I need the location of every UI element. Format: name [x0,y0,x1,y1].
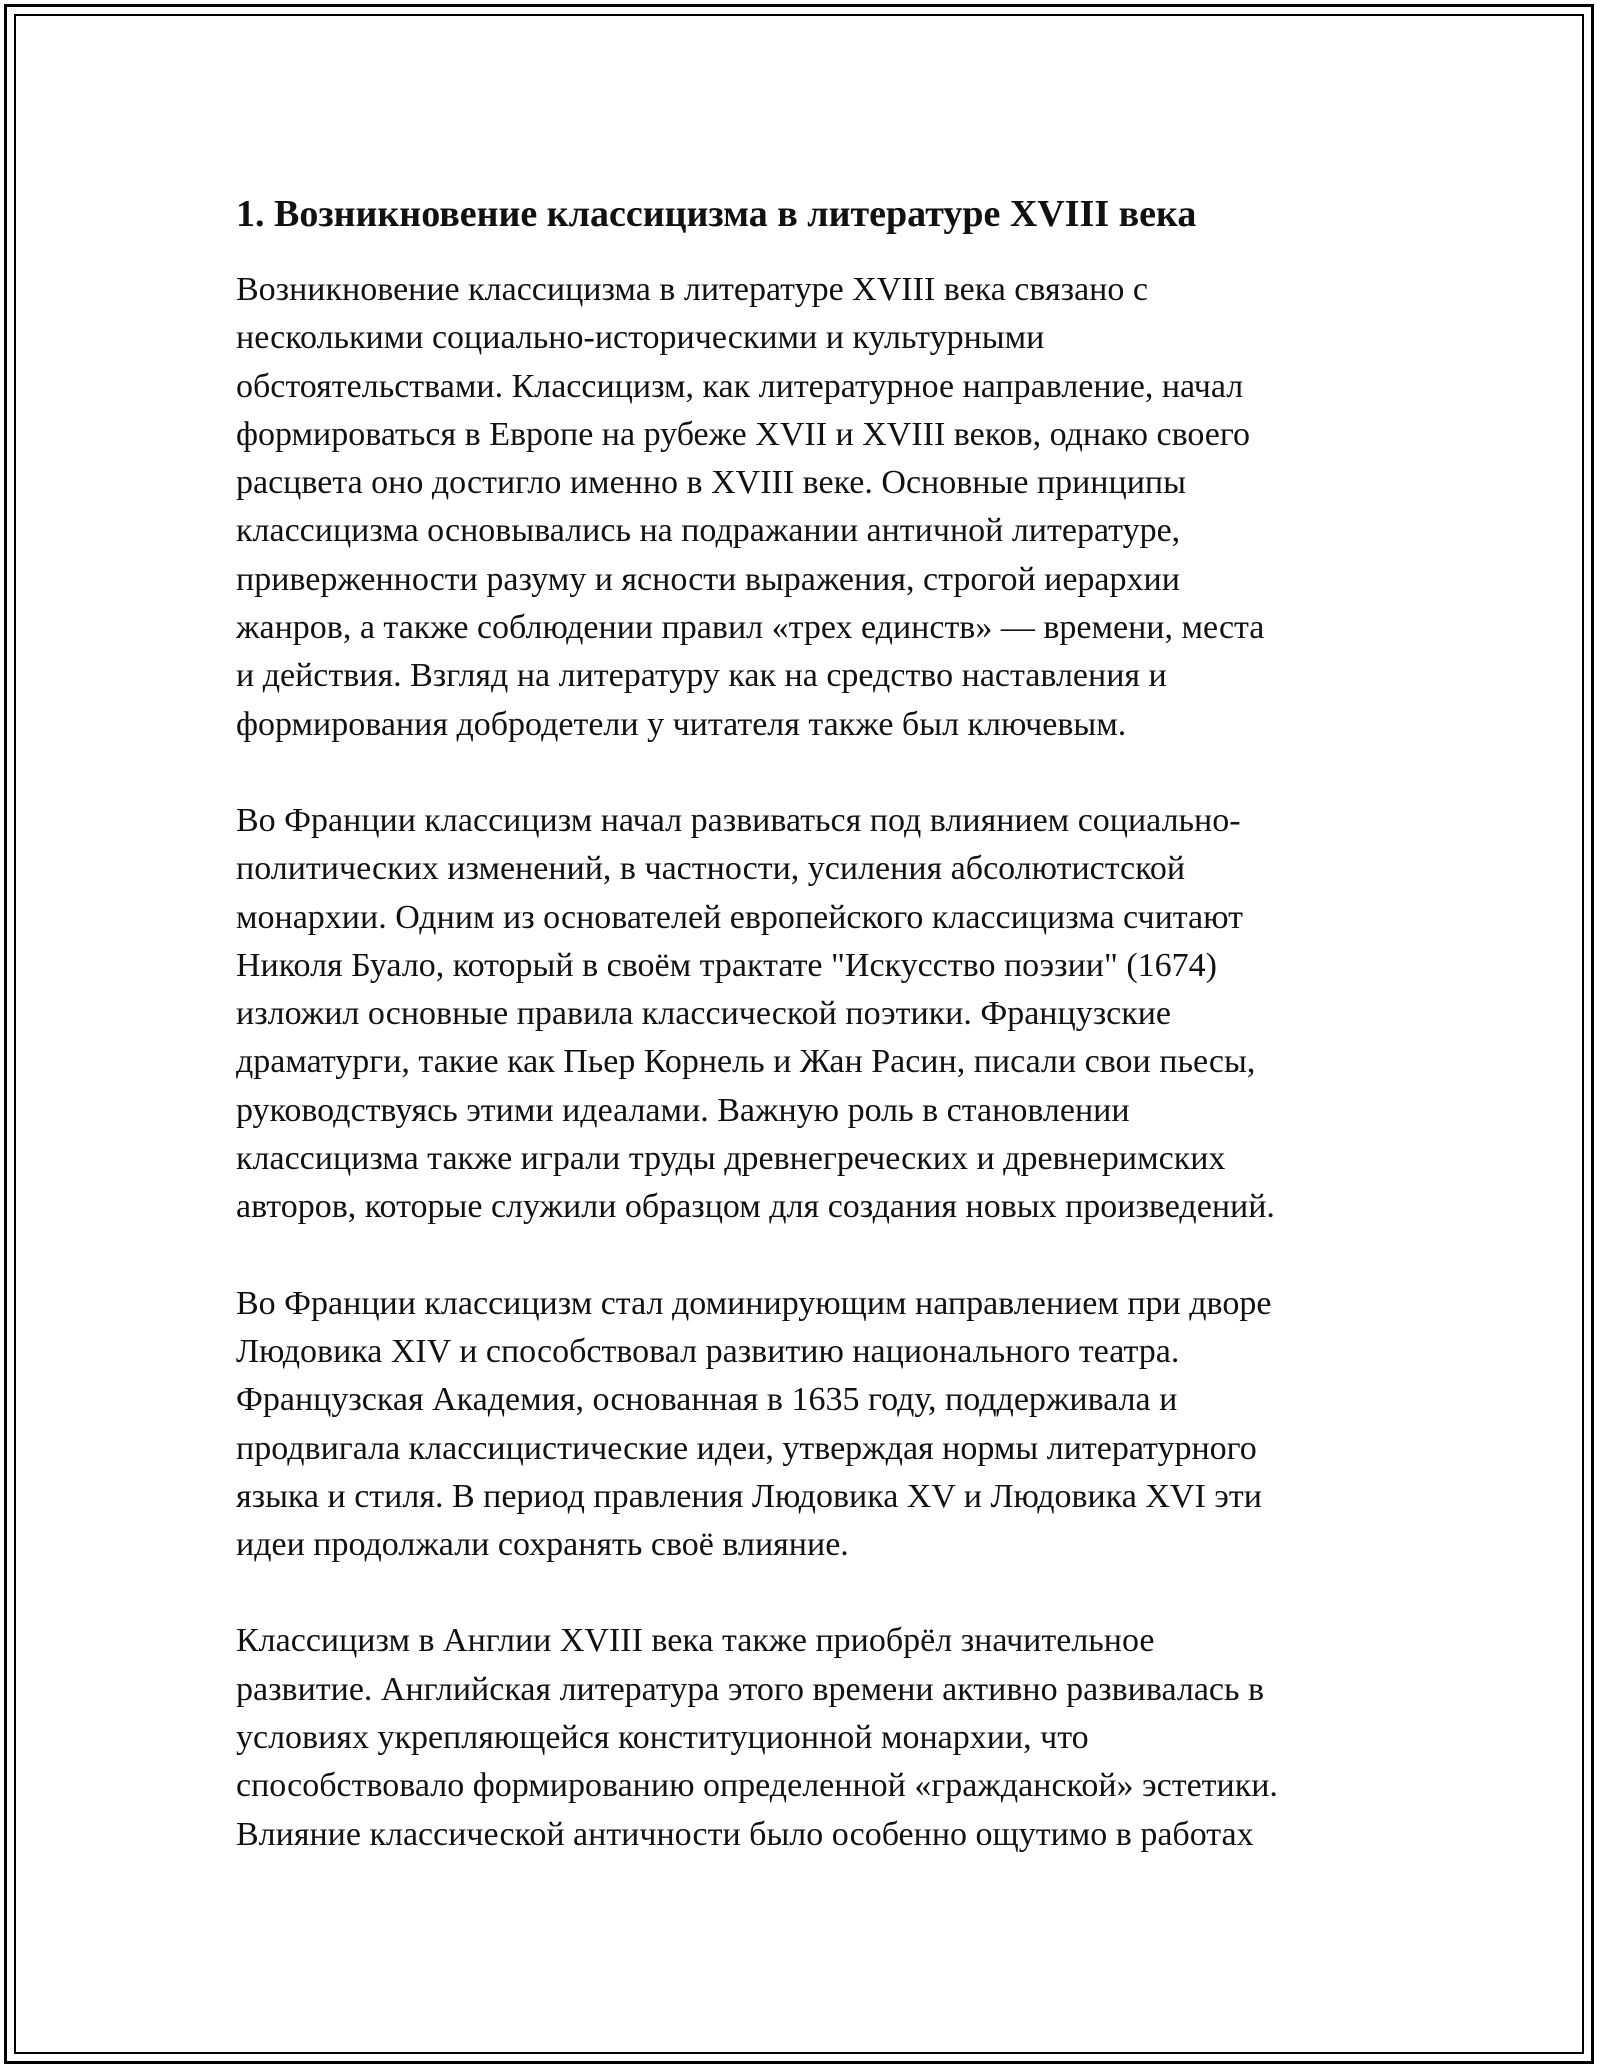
paragraph [236,266,1376,749]
text-line: формироваться в Европе на рубеже XVII и XVIII веков, однако своего [236,415,1250,453]
section-heading: 1. Возникновение классицизма в литературе XVIII века [236,193,1197,235]
text-line: условиях укрепляющейся конституционной монархии, что [236,1719,1089,1757]
text-line: Николя Буало, который в своём трактате "Искусство поэзии" (1674) [236,946,1217,984]
text-line: жанров, а также соблюдении правил «трех единств» — времени, места [236,609,1265,647]
text-line: продвигала классицистические идеи, утверждая нормы литературного [236,1429,1257,1467]
text-line: формирования добродетели у читателя также был ключевым. [236,705,1127,743]
text-line: расцвета оно достигло именно в XVIII веке. Основные принципы [236,464,1186,502]
text-line: языка и стиля. В период правления Людовика XV и Людовика XVI эти [236,1477,1262,1515]
text-line: развитие. Английская литература этого времени активно развивалась в [236,1670,1265,1708]
text-line: руководствуясь этими идеалами. Важную роль в становлении [236,1091,1130,1129]
text-line: классицизма основывались на подражании античной литературе, [236,512,1181,550]
text-line: политических изменений, в частности, усиления абсолютистской [236,850,1186,888]
text-line: Во Франции классицизм начал развиваться под влиянием социально- [236,801,1241,839]
text-line: драматурги, такие как Пьер Корнель и Жан Расин, писали свои пьесы, [236,1043,1256,1081]
document-page [236,186,1376,1859]
text-line: обстоятельствами. Классицизм, как литературное направление, начал [236,367,1244,405]
text-line: Во Франции классицизм стал доминирующим направлением при дворе [236,1284,1272,1322]
text-line: и действия. Взгляд на литературу как на средство наставления и [236,657,1167,695]
text-line: Людовика XIV и способствовал развитию национального театра. [236,1332,1180,1370]
text-line: Влияние классической античности было особенно ощутимо в работах [236,1815,1254,1853]
text-line: приверженности разуму и ясности выражения, строгой иерархии [236,560,1180,598]
text-line: монархии. Одним из основателей европейского классицизма считают [236,898,1243,936]
paragraph [236,1617,1376,1858]
text-line: авторов, которые служили образцом для создания новых произведений. [236,1188,1275,1226]
text-line: способствовало формированию определенной «гражданской» эстетики. [236,1767,1278,1805]
text-line: идеи продолжали сохранять своё влияние. [236,1526,849,1564]
text-line: несколькими социально-историческими и культурными [236,319,1045,357]
paragraph [236,1280,1376,1570]
text-line: классицизма также играли труды древнегреческих и древнеримских [236,1140,1226,1178]
text-line: Возникновение классицизма в литературе XVIII века связано с [236,271,1148,308]
text-line: Классицизм в Англии XVIII века также приобрёл значительное [236,1622,1155,1660]
paragraph [236,797,1376,1232]
text-line: Французская Академия, основанная в 1635 году, поддерживала и [236,1381,1178,1419]
text-line: изложил основные правила классической поэтики. Французские [236,995,1172,1033]
document-body [236,266,1376,1859]
